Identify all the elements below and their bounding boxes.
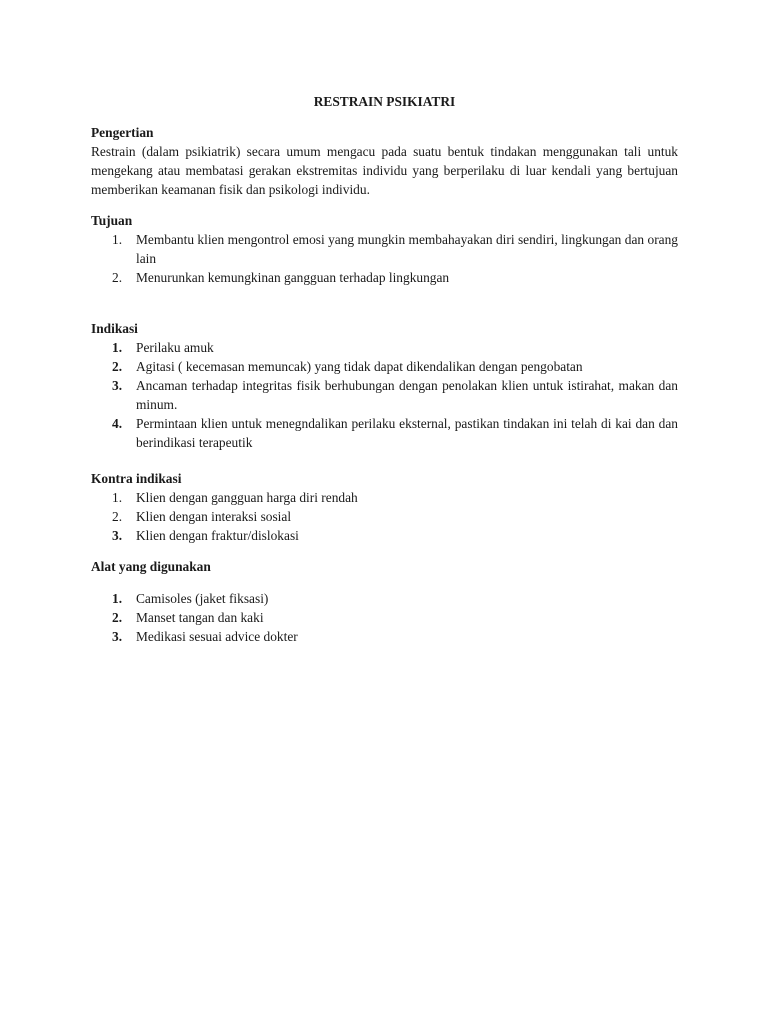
list-item-text: Permintaan klien untuk menegndalikan perilaku eksternal, pastikan tindakan ini telah di kai dan dan berindikasi terapeutik <box>136 416 678 450</box>
list-item-text: Perilaku amuk <box>136 340 214 355</box>
list-item <box>91 376 678 414</box>
list-item-text: Klien dengan interaksi sosial <box>136 509 292 524</box>
list-item <box>91 230 678 268</box>
list-number: 3. <box>112 528 123 543</box>
section-kontra-indikasi <box>91 469 678 545</box>
list-item-text: Ancaman terhadap integritas fisik berhubungan dengan penolakan klien untuk istirahat, makan dan minum. <box>136 378 678 412</box>
numbered-list <box>91 488 678 545</box>
list-item <box>91 357 678 376</box>
list-item-text: Klien dengan fraktur/dislokasi <box>136 528 299 543</box>
list-item <box>91 488 678 507</box>
list-item-text: Manset tangan dan kaki <box>136 610 264 625</box>
numbered-list <box>91 589 678 646</box>
list-item <box>91 338 678 357</box>
list-item-text: Camisoles (jaket fiksasi) <box>136 591 269 606</box>
list-item-text: Medikasi sesuai advice dokter <box>136 629 298 644</box>
list-number: 3. <box>112 629 123 644</box>
section-heading: Kontra indikasi <box>91 471 182 486</box>
list-number: 2. <box>112 270 123 285</box>
list-item <box>91 526 678 545</box>
list-item <box>91 507 678 526</box>
list-item-text: Membantu klien mengontrol emosi yang mungkin membahayakan diri sendiri, lingkungan dan orang lain <box>136 232 678 266</box>
section-heading: Indikasi <box>91 321 138 336</box>
document-title: RESTRAIN PSIKIATRI <box>313 94 456 109</box>
section-heading: Pengertian <box>91 125 154 140</box>
list-number: 2. <box>112 610 123 625</box>
list-item <box>91 608 678 627</box>
list-number: 1. <box>112 490 123 505</box>
section-heading: Alat yang digunakan <box>91 559 211 574</box>
list-number: 1. <box>112 591 123 606</box>
section-heading: Tujuan <box>91 213 133 228</box>
list-item-text: Agitasi ( kecemasan memuncak) yang tidak dapat dikendalikan dengan pengobatan <box>136 359 583 374</box>
list-item-text: Menurunkan kemungkinan gangguan terhadap lingkungan <box>136 270 450 285</box>
list-number: 2. <box>112 359 123 374</box>
list-number: 1. <box>112 232 123 247</box>
list-item-text: Klien dengan gangguan harga diri rendah <box>136 490 358 505</box>
list-item <box>91 268 678 287</box>
list-number: 2. <box>112 509 123 524</box>
section-tujuan <box>91 211 678 287</box>
numbered-list <box>91 338 678 452</box>
list-number: 4. <box>112 416 123 431</box>
list-item <box>91 627 678 646</box>
section-alat-list <box>91 589 678 646</box>
list-item <box>91 414 678 452</box>
section-indikasi <box>91 319 678 452</box>
list-number: 1. <box>112 340 123 355</box>
section-alat <box>91 557 678 576</box>
list-item <box>91 589 678 608</box>
section-pengertian <box>91 123 678 199</box>
section-paragraph: Restrain (dalam psikiatrik) secara umum mengacu pada suatu bentuk tindakan menggunakan tali untuk mengekang atau membatasi gerakan ekstremitas individu yang berperilaku di luar kendali yang bertujuan memberikan keamanan fisik dan psikologi individu. <box>91 144 678 197</box>
numbered-list <box>91 230 678 287</box>
list-number: 3. <box>112 378 123 393</box>
